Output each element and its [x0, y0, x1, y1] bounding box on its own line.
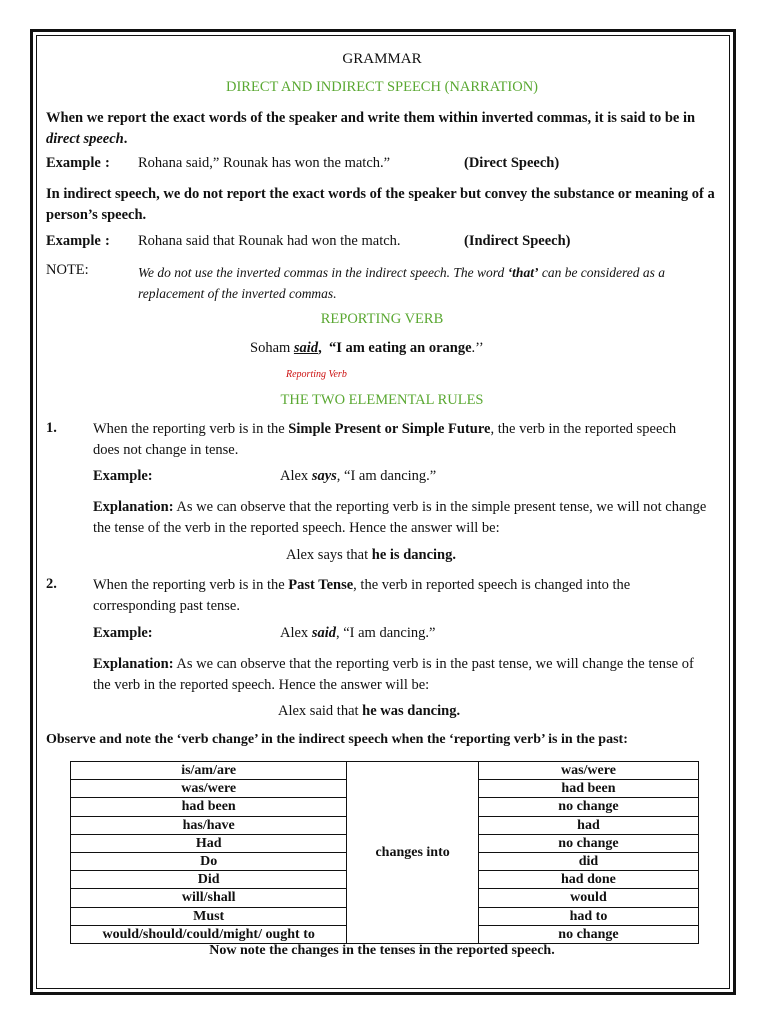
reporting-verb-heading: REPORTING VERB: [320, 311, 444, 327]
footer-line: Now note the changes in the tenses in the reported speech.: [209, 943, 555, 958]
table-cell-from: will/shall: [71, 889, 347, 907]
table-cell-to: no change: [478, 925, 698, 943]
indirect-speech-definition: In indirect speech, we do not report the exact words of the speaker but convey the substance or meaning of a person’s speech.: [46, 186, 715, 223]
rule2-example: Alex said, “I am dancing.”: [280, 625, 436, 641]
table-cell-to: was/were: [478, 762, 698, 780]
direct-speech-term: direct speech: [46, 131, 124, 147]
rules-heading: THE TWO ELEMENTAL RULES: [280, 392, 484, 408]
observe-line: Observe and note the ‘verb change’ in the indirect speech when the ‘reporting verb’ is in the past:: [46, 732, 628, 747]
rule2-explanation: Explanation: As we can observe that the reporting verb is in the past tense, we will change the tense of the verb in the reported speech. Hence the answer will be:: [93, 656, 694, 693]
example2-sentence: Rohana said that Rounak had won the match.: [138, 233, 401, 249]
table-cell-changes-into: changes into: [347, 762, 479, 944]
example1-label: Example: [46, 155, 101, 171]
table-cell-from: Do: [71, 852, 347, 870]
rule2-example-label: Example:: [93, 625, 153, 641]
table-cell-from: Must: [71, 907, 347, 925]
rule2-text: When the reporting verb is in the Past Tense, the verb in reported speech is changed into the corresponding past tense.: [93, 577, 631, 614]
table-row: [71, 762, 699, 780]
table-cell-to: would: [478, 889, 698, 907]
rule1-explanation: Explanation: As we can observe that the reporting verb is in the simple present tense, we will not change the tense of the verb in the reported speech. Hence the answer will be:: [93, 499, 707, 536]
table-cell-from: is/am/are: [71, 762, 347, 780]
example1-sentence: Rohana said,” Rounak has won the match.”: [138, 155, 391, 171]
rule2-answer: Alex said that he was dancing.: [278, 703, 461, 719]
example1-tag: (Direct Speech): [464, 155, 560, 171]
direct-definition-end: .: [123, 131, 128, 147]
table-cell-from: had been: [71, 798, 347, 816]
example2-colon: :: [105, 233, 110, 249]
table-cell-from: has/have: [71, 816, 347, 834]
table-cell-from: would/should/could/might/ ought to: [71, 925, 347, 943]
rule1-text: When the reporting verb is in the Simple Present or Simple Future, the verb in the reported speech does not change in tense.: [93, 421, 677, 458]
table-cell-to: did: [478, 852, 698, 870]
table-cell-to: had: [478, 816, 698, 834]
rule1-example-label: Example:: [93, 468, 153, 484]
reporting-verb-example: Soham said, “I am eating an orange.’’: [250, 340, 484, 356]
rule2-number: 2.: [46, 576, 57, 592]
table-cell-to: had to: [478, 907, 698, 925]
note-word-that: ‘that’: [507, 265, 539, 280]
table-cell-from: was/were: [71, 780, 347, 798]
reporting-verb-said: said: [293, 340, 319, 356]
reported-quote: “I am eating an orange: [328, 340, 472, 356]
table-cell-to: had done: [478, 871, 698, 889]
page-subtitle: DIRECT AND INDIRECT SPEECH (NARRATION): [225, 79, 539, 95]
rule1-number: 1.: [46, 420, 57, 436]
table-cell-to: no change: [478, 798, 698, 816]
reporting-verb-annotation: Reporting Verb: [286, 369, 347, 380]
note-label: NOTE:: [46, 262, 89, 278]
example2-tag: (Indirect Speech): [464, 233, 571, 249]
rule1-example: Alex says, “I am dancing.”: [280, 468, 437, 484]
table-cell-from: Did: [71, 871, 347, 889]
verb-change-table: [70, 761, 699, 944]
direct-speech-definition: [46, 108, 718, 150]
direct-definition-text: When we report the exact words of the speaker and write them within inverted commas, it is said to be in: [46, 110, 696, 126]
example2-label: Example: [46, 233, 101, 249]
example1-colon: :: [105, 155, 110, 171]
page-title: GRAMMAR: [342, 51, 422, 67]
table-cell-to: no change: [478, 834, 698, 852]
rule1-answer: Alex says that he is dancing.: [286, 547, 456, 563]
table-cell-from: Had: [71, 834, 347, 852]
table-cell-to: had been: [478, 780, 698, 798]
note-text: We do not use the inverted commas in the indirect speech. The word ‘that’ can be considered as a replacement of the inverted commas.: [138, 265, 666, 301]
